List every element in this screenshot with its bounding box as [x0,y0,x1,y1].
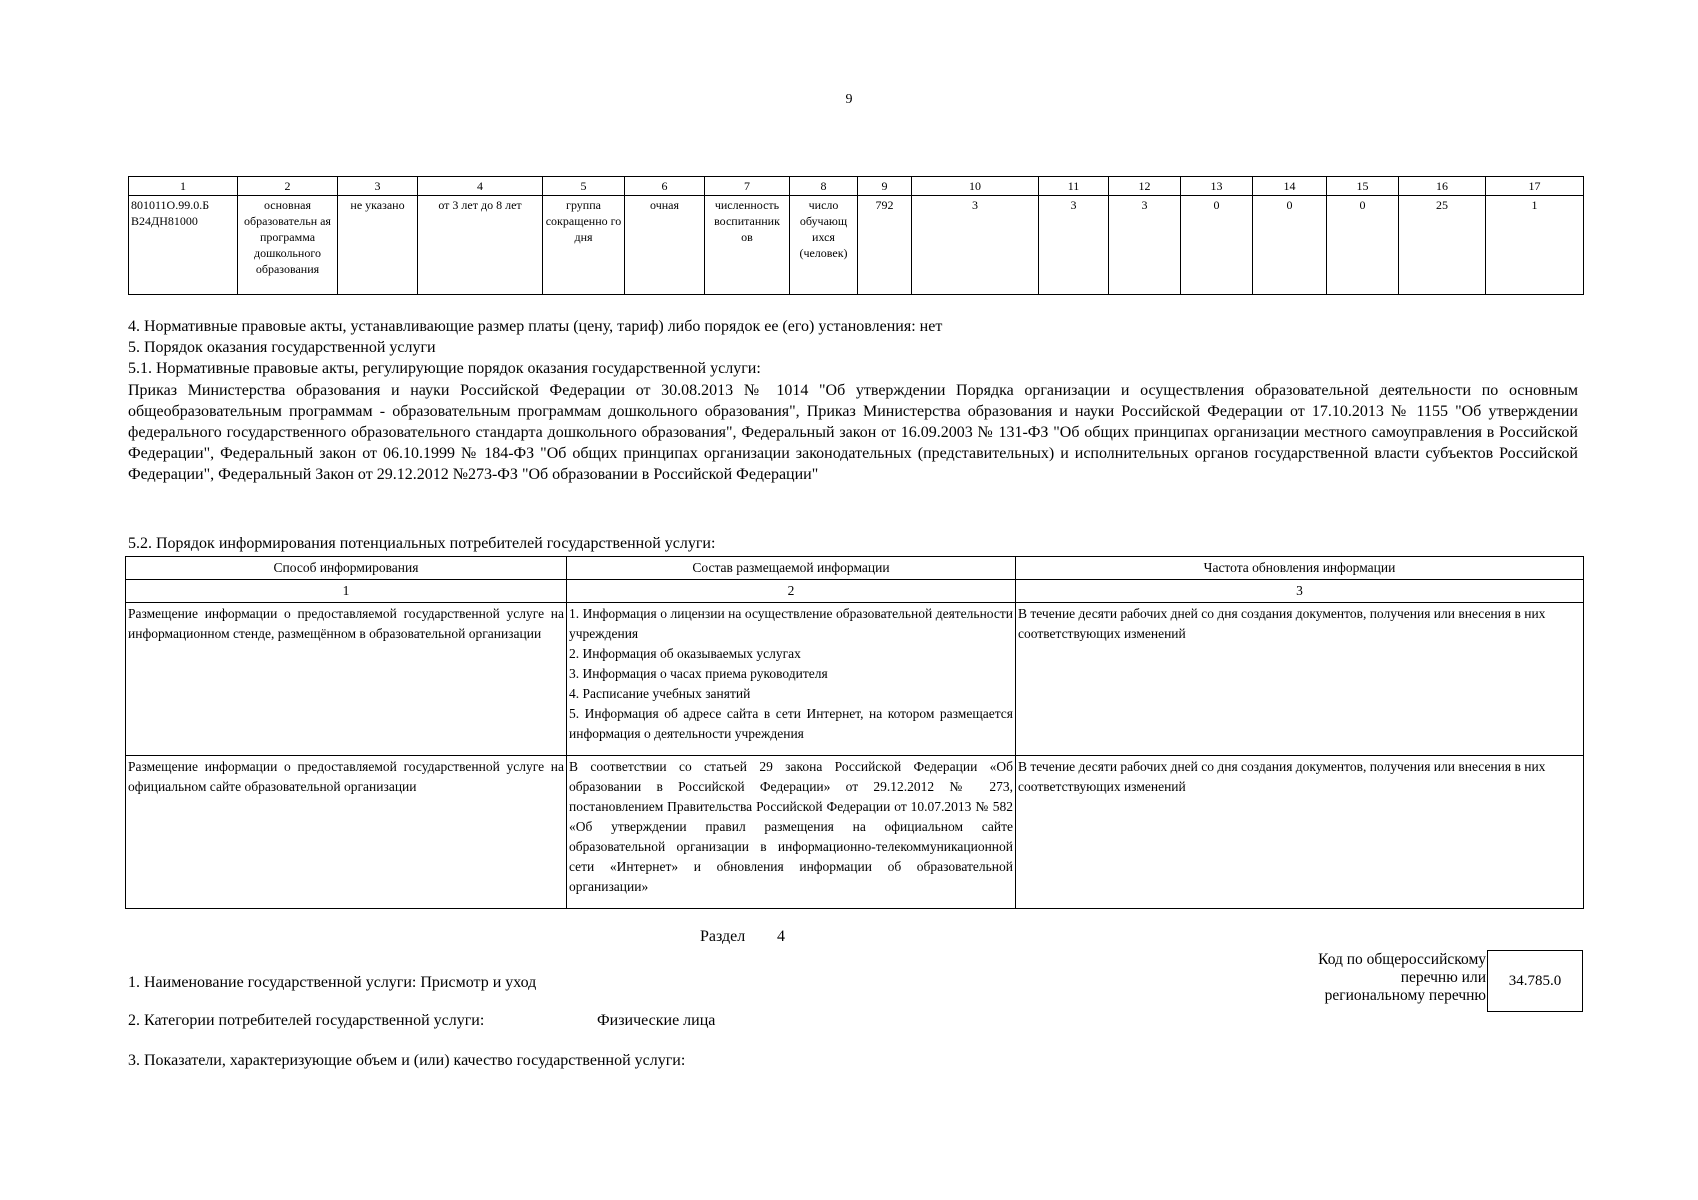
column-number: 2 [567,580,1016,603]
method-cell: Размещение информации о предоставляемой государственной услуге на информационном стенде, размещённом в образовательной организации [126,603,567,756]
value-cell: 3 [912,196,1039,295]
unit-cell: число обучающ ихся (человек) [790,196,858,295]
list-item: 3. Информация о часах приема руководителя [569,666,828,681]
table1-col-number: 10 [912,177,1039,196]
table1-col-number: 13 [1181,177,1253,196]
form-cell: очная [625,196,705,295]
content-cell [567,603,1016,756]
frequency-cell: В течение десяти рабочих дней со дня создания документов, получения или внесения в них соответствующих изменений [1016,603,1584,756]
consumer-category-label: 2. Категории потребителей государственной услуги: [128,1012,485,1029]
column-header: Частота обновления информации [1016,557,1584,580]
page-number: 9 [845,92,853,107]
list-item: 2. Информация об оказываемых услугах [569,646,801,661]
registry-code-label [1286,951,1486,1005]
specified-cell: не указано [338,196,418,295]
column-number: 3 [1016,580,1584,603]
list-item: 5. Информация об адресе сайта в сети Интернет, на котором размещается информация о деятельности учреждения [569,706,1013,741]
section-label: Раздел [700,928,746,945]
value-cell: 1 [1486,196,1584,295]
informing-table [125,556,1584,909]
registry-code-cell: 801011О.99.0.Б В24ДН81000 [129,196,238,295]
age-cell: от 3 лет до 8 лет [418,196,543,295]
table2-number-row [126,580,1584,603]
group-cell: группа сокращенно го дня [543,196,625,295]
regulatory-acts-heading: 5.1. Нормативные правовые акты, регулирующие порядок оказания государственной услуги: [128,360,761,377]
content-cell: В соответствии со статьей 29 закона Российской Федерации «Об образовании в Российской Федерации» от 29.12.2012 № 273, постановлением Правительства Российской Федерации от 10.07.2013 № 582 «Об утверждении правил размещения на официальном сайте образовательной организации в информационно-телекоммуникационной сети «Интернет» и обновления информации об образовательной организации» [567,756,1016,909]
table1-col-number: 6 [625,177,705,196]
table1-col-number: 11 [1039,177,1109,196]
table1-col-number: 7 [705,177,790,196]
value-cell: 3 [1039,196,1109,295]
table-row [126,603,1584,756]
table1-col-number: 16 [1399,177,1486,196]
frequency-cell: В течение десяти рабочих дней со дня создания документов, получения или внесения в них соответствующих изменений [1016,756,1584,909]
table1-col-number: 5 [543,177,625,196]
value-cell: 0 [1327,196,1399,295]
table1-col-number: 9 [858,177,912,196]
section-number: 4 [777,928,785,945]
method-cell: Размещение информации о предоставляемой государственной услуге на официальном сайте образовательной организации [126,756,567,909]
column-header: Состав размещаемой информации [567,557,1016,580]
indicators-heading: 3. Показатели, характеризующие объем и (или) качество государственной услуги: [128,1052,686,1069]
table1-col-number: 17 [1486,177,1584,196]
service-indicators-table [128,176,1584,295]
table1-col-number: 8 [790,177,858,196]
table1-col-number: 2 [238,177,338,196]
list-item: 4. Расписание учебных занятий [569,686,751,701]
table1-col-number: 4 [418,177,543,196]
service-procedure-heading: 5. Порядок оказания государственной услуги [128,339,436,356]
column-number: 1 [126,580,567,603]
table1-col-number: 14 [1253,177,1327,196]
code-label-line: перечню или [1400,969,1486,986]
table2-header-row [126,557,1584,580]
regulatory-acts-text: Приказ Министерства образования и науки Российской Федерации от 30.08.2013 № 1014 "Об утверждении Порядка организации и осуществления образовательной деятельности по основным общеобразовательным программам - образовательным программам дошкольного образования", Приказ Министерства образования и науки Российской Федерации от 17.10.2013 № 1155 "Об утверждении федерального государственного образовательного стандарта дошкольного образования", Федеральный закон от 16.09.2003 № 131-ФЗ "Об общих принципах организации местного самоуправления в Российской Федерации", Федеральный закон от 06.10.1999 № 184-ФЗ "Об общих принципах организации законодательных (представительных) и исполнительных органов государственной власти субъектов Российской Федерации", Федеральный Закон от 29.12.2012 №273-ФЗ "Об образовании в Российской Федерации" [128,382,1578,483]
informing-procedure-heading: 5.2. Порядок информирования потенциальных потребителей государственной услуги: [128,535,716,552]
table1-col-number: 15 [1327,177,1399,196]
service-name-line: 1. Наименование государственной услуги: Присмотр и уход [128,974,537,991]
table1-col-number: 3 [338,177,418,196]
consumer-category-value: Физические лица [597,1012,716,1029]
fee-acts-line: 4. Нормативные правовые акты, устанавливающие размер платы (цену, тариф) либо порядок ее (его) установления: нет [128,318,943,335]
table1-col-number: 1 [129,177,238,196]
code-label-line: Код по общероссийскому [1318,951,1486,968]
list-item: 1. Информация о лицензии на осуществление образовательной деятельности учреждения [569,606,1013,641]
table-row [126,756,1584,909]
value-cell: 25 [1399,196,1486,295]
value-cell: 0 [1181,196,1253,295]
column-header: Способ информирования [126,557,567,580]
table1-header-row [129,177,1584,196]
code-label-line: региональному перечню [1324,987,1486,1004]
table-row [129,196,1584,295]
program-cell: основная образовательн ая программа дошкольного образования [238,196,338,295]
indicator-cell: численность воспитанник ов [705,196,790,295]
registry-code-box: 34.785.0 [1487,950,1583,1012]
value-cell: 792 [858,196,912,295]
table1-col-number: 12 [1109,177,1181,196]
value-cell: 3 [1109,196,1181,295]
value-cell: 0 [1253,196,1327,295]
